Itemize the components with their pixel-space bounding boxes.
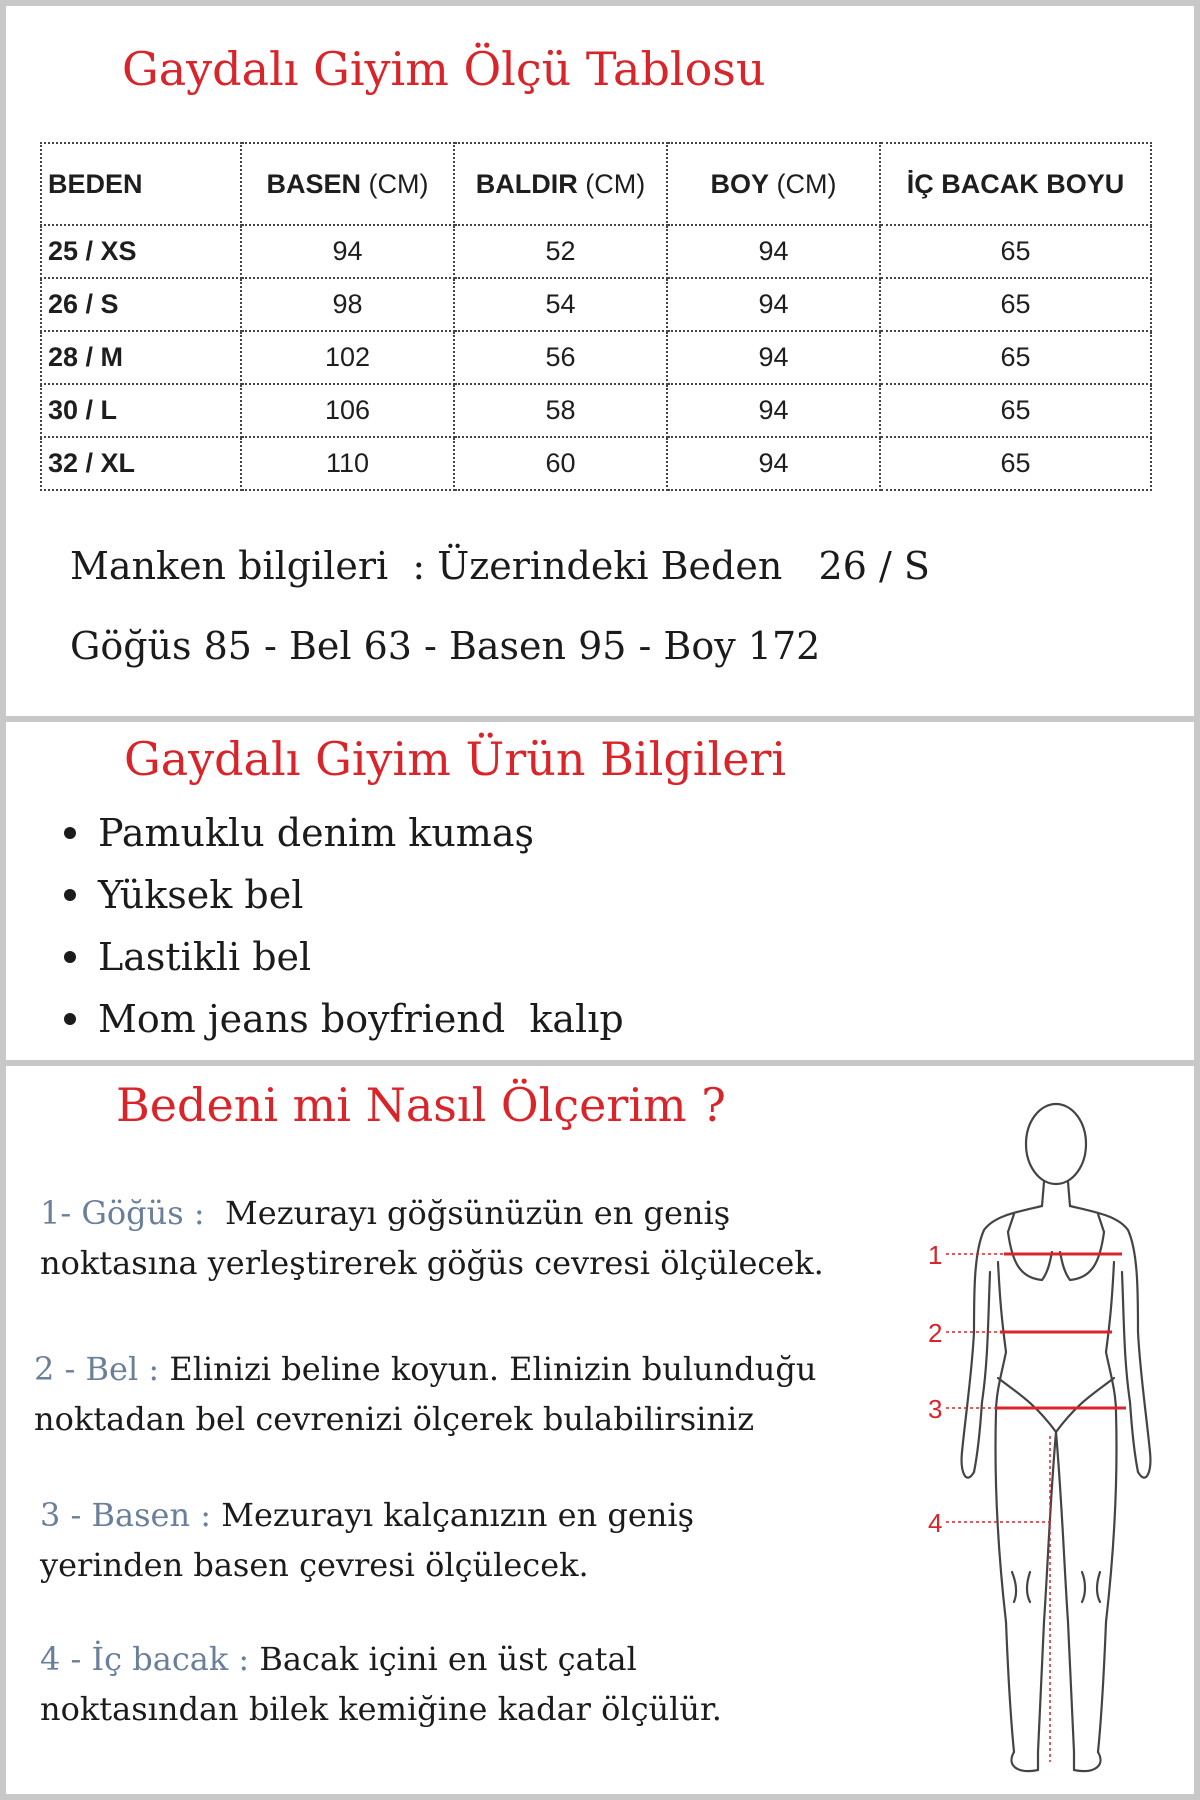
cell-size: 30 / L xyxy=(41,384,241,437)
product-feature-list xyxy=(64,802,624,1050)
table-row xyxy=(41,384,1151,437)
how-to-measure-panel xyxy=(6,1066,1194,1794)
cell-boy: 94 xyxy=(667,278,880,331)
cell-basen: 94 xyxy=(241,225,454,278)
cell-size: 26 / S xyxy=(41,278,241,331)
table-row xyxy=(41,437,1151,490)
header-label: BEDEN xyxy=(48,168,143,199)
cell-boy: 94 xyxy=(667,331,880,384)
measure-step-inseam xyxy=(40,1634,722,1734)
cell-baldir: 60 xyxy=(454,437,667,490)
cell-ic-bacak: 65 xyxy=(880,278,1151,331)
feature-text: Yüksek bel xyxy=(98,873,304,917)
step-label: 1- Göğüs : xyxy=(40,1194,205,1232)
step-text-line1: Mezurayı göğsünüzün en geniş xyxy=(224,1194,731,1232)
cell-boy: 94 xyxy=(667,225,880,278)
header-label: BASEN xyxy=(266,168,362,199)
cell-ic-bacak: 65 xyxy=(880,384,1151,437)
feature-text: Lastikli bel xyxy=(98,935,312,979)
table-row xyxy=(41,278,1151,331)
measure-step-waist xyxy=(34,1344,816,1444)
feature-text: Mom jeans boyfriend kalıp xyxy=(98,997,624,1041)
product-info-panel xyxy=(6,722,1194,1060)
size-chart-panel xyxy=(6,6,1194,716)
cell-ic-bacak: 65 xyxy=(880,331,1151,384)
marker-4: 4 xyxy=(928,1508,943,1538)
cell-boy: 94 xyxy=(667,384,880,437)
manken-measurements: Göğüs 85 - Bel 63 - Basen 95 - Boy 172 xyxy=(70,624,821,668)
table-row xyxy=(41,331,1151,384)
header-unit: (CM) xyxy=(361,168,429,199)
measure-step-hip xyxy=(40,1490,694,1590)
cell-basen: 110 xyxy=(241,437,454,490)
cell-size: 28 / M xyxy=(41,331,241,384)
list-item xyxy=(64,802,624,864)
header-unit: (CM) xyxy=(577,168,646,199)
header-ic-bacak xyxy=(880,143,1151,225)
size-chart-title: Gaydalı Giyim Ölçü Tablosu xyxy=(122,42,766,96)
cell-baldir: 54 xyxy=(454,278,667,331)
bullet-icon xyxy=(64,827,76,839)
marker-2: 2 xyxy=(928,1318,943,1348)
header-label: BOY xyxy=(710,168,770,199)
header-beden xyxy=(41,143,241,225)
header-label: BALDIR xyxy=(475,168,578,199)
step-text-line1: Mezurayı kalçanızın en geniş xyxy=(221,1496,695,1534)
table-header-row xyxy=(41,143,1151,225)
cell-ic-bacak: 65 xyxy=(880,225,1151,278)
step-text-line1: Bacak içini en üst çatal xyxy=(259,1640,637,1678)
header-baldir xyxy=(454,143,667,225)
measure-step-chest xyxy=(40,1188,824,1288)
marker-3: 3 xyxy=(928,1394,943,1424)
step-label: 2 - Bel : xyxy=(34,1350,160,1388)
how-to-measure-title: Bedeni mi Nasıl Ölçerim ? xyxy=(116,1078,726,1132)
step-text-line2: noktadan bel cevrenizi ölçerek bulabilirsiniz xyxy=(34,1400,755,1438)
header-basen xyxy=(241,143,454,225)
step-text-line1: Elinizi beline koyun. Elinizin bulunduğu xyxy=(169,1350,817,1388)
cell-basen: 98 xyxy=(241,278,454,331)
marker-1: 1 xyxy=(928,1240,943,1270)
step-text-line2: noktasına yerleştirerek göğüs cevresi ölçülecek. xyxy=(40,1244,824,1282)
header-boy xyxy=(667,143,880,225)
cell-boy: 94 xyxy=(667,437,880,490)
cell-size: 25 / XS xyxy=(41,225,241,278)
cell-basen: 106 xyxy=(241,384,454,437)
step-label: 3 - Basen : xyxy=(40,1496,212,1534)
size-table xyxy=(40,142,1152,491)
cell-baldir: 52 xyxy=(454,225,667,278)
list-item xyxy=(64,926,624,988)
cell-baldir: 56 xyxy=(454,331,667,384)
cell-basen: 102 xyxy=(241,331,454,384)
list-item xyxy=(64,864,624,926)
bullet-icon xyxy=(64,951,76,963)
manken-info: Manken bilgileri : Üzerindeki Beden 26 / S xyxy=(70,544,930,588)
cell-ic-bacak: 65 xyxy=(880,437,1151,490)
list-item xyxy=(64,988,624,1050)
step-label: 4 - İç bacak : xyxy=(40,1640,250,1678)
product-info-title: Gaydalı Giyim Ürün Bilgileri xyxy=(124,732,787,786)
bullet-icon xyxy=(64,889,76,901)
header-label: İÇ BACAK BOYU xyxy=(906,168,1125,199)
body-figure-icon xyxy=(926,1102,1166,1782)
cell-size: 32 / XL xyxy=(41,437,241,490)
bullet-icon xyxy=(64,1013,76,1025)
header-unit: (CM) xyxy=(769,168,837,199)
feature-text: Pamuklu denim kumaş xyxy=(98,811,534,855)
step-text-line2: noktasından bilek kemiğine kadar ölçülür. xyxy=(40,1690,722,1728)
table-row xyxy=(41,225,1151,278)
step-text-line2: yerinden basen çevresi ölçülecek. xyxy=(40,1546,589,1584)
cell-baldir: 58 xyxy=(454,384,667,437)
